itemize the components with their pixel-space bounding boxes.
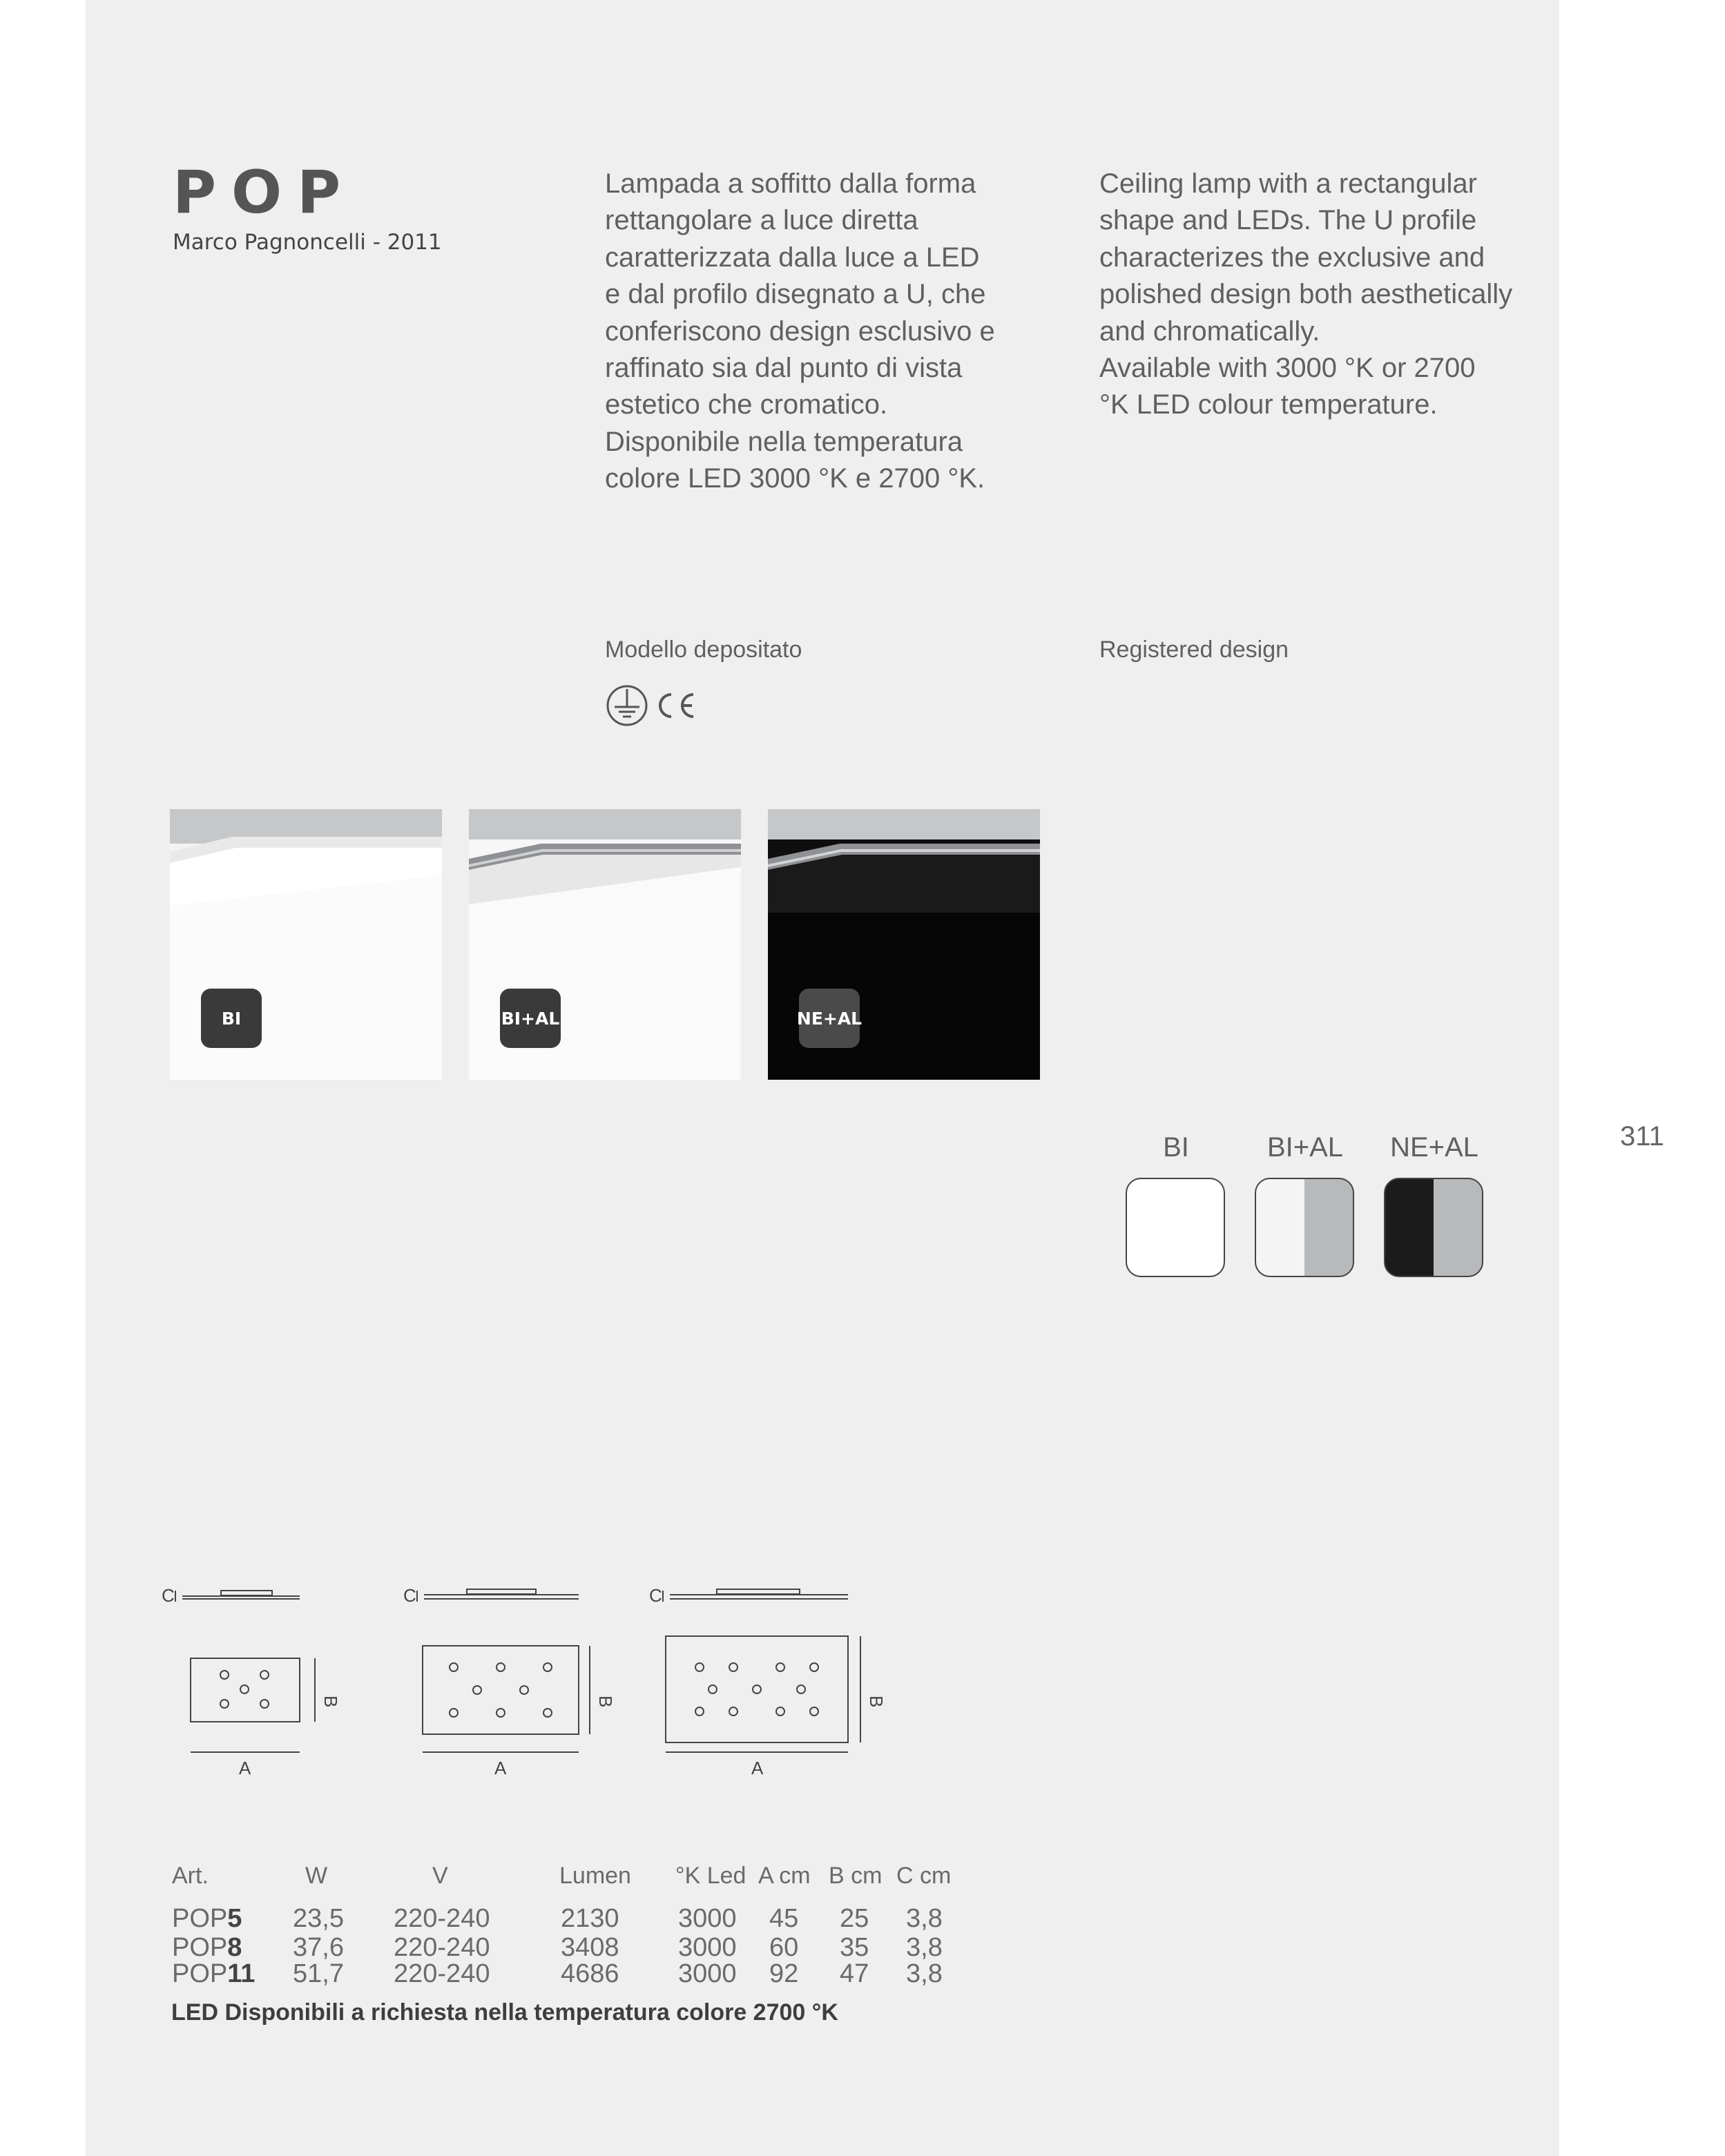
table-header-k-led: °K Led (675, 1863, 746, 1889)
table-header-w: W (305, 1863, 328, 1889)
finish-tag-bi: BI (201, 989, 262, 1048)
table-header-lumen: Lumen (559, 1863, 631, 1889)
swatch-ne-al (1384, 1178, 1483, 1277)
table-cell-article (172, 1934, 242, 1961)
registered-label-italian: Modello depositato (605, 637, 802, 663)
table-cell-article (172, 1905, 242, 1932)
finish-tag-bi-al: BI+AL (500, 989, 561, 1048)
drawing-pop11 (663, 1589, 860, 1752)
finish-tag-ne-al: NE+AL (799, 989, 860, 1048)
drawing-pop8 (417, 1589, 590, 1752)
table-cell-lumen: 3408 (561, 1933, 619, 1962)
dim-b-label-2: B (595, 1696, 616, 1708)
table-cell-c: 3,8 (906, 1904, 943, 1933)
article-number: 11 (227, 1959, 256, 1988)
table-header-c-cm: C cm (896, 1863, 952, 1889)
registered-label-english: Registered design (1099, 637, 1289, 663)
swatch-label-bi: BI (1163, 1132, 1189, 1163)
dim-c-label-1: C (162, 1585, 175, 1606)
page-number: 311 (1620, 1121, 1664, 1152)
dim-b-label-1: B (320, 1696, 341, 1708)
technical-drawings (155, 1577, 900, 1784)
table-cell-w: 23,5 (293, 1904, 344, 1933)
table-cell-a: 45 (769, 1904, 799, 1933)
designer-credit: Marco Pagnoncelli - 2011 (173, 230, 442, 255)
product-title: POP (173, 158, 356, 227)
article-prefix: POP (172, 1959, 228, 1988)
dim-a-label-2: A (494, 1758, 507, 1778)
description-italian: Lampada a soffitto dalla forma rettangolare a luce diretta caratterizzata dalla luce a LED e dal profilo disegnato a U, che conferiscono design esclusivo e raffinato sia dal punto di vista estetico che cromatico. Disponibile nella temperatura colore LED 3000 °K e 2700 °K. (605, 168, 995, 494)
table-cell-c: 3,8 (906, 1933, 943, 1962)
finish-photo-bi (170, 809, 442, 1080)
dim-b-label-3: B (866, 1696, 887, 1708)
description-english: Ceiling lamp with a rectangular shape and LEDs. The U profile characterizes the exclusive and polished design both aesthetically and chromatically. Available with 3000 °K or 2700 °K LED colour temperature. (1099, 168, 1513, 420)
table-cell-article (172, 1961, 255, 1987)
table-cell-lumen: 4686 (561, 1959, 619, 1988)
ground-symbol-icon (608, 686, 646, 725)
drawing-pop5 (175, 1591, 315, 1752)
swatch-bi-al (1255, 1178, 1354, 1277)
table-cell-k: 3000 (678, 1904, 737, 1933)
table-cell-v: 220-240 (394, 1904, 490, 1933)
dim-c-label-2: C (403, 1585, 416, 1606)
ce-mark-icon (660, 695, 693, 717)
finish-photo-ne-al (768, 809, 1040, 1080)
swatch-label-bi-al: BI+AL (1266, 1132, 1344, 1163)
table-cell-a: 60 (769, 1933, 799, 1962)
table-cell-c: 3,8 (906, 1959, 943, 1988)
table-cell-k: 3000 (678, 1933, 737, 1962)
table-header-v: V (432, 1863, 448, 1889)
dim-c-label-3: C (649, 1585, 662, 1606)
swatch-label-ne-al: NE+AL (1390, 1132, 1478, 1163)
table-cell-b: 25 (840, 1904, 869, 1933)
article-prefix: POP (172, 1904, 228, 1933)
table-cell-v: 220-240 (394, 1959, 490, 1988)
finish-photo-bi-al (469, 809, 741, 1080)
table-header-a-cm: A cm (758, 1863, 811, 1889)
certification-marks (605, 683, 702, 728)
table-cell-b: 47 (840, 1959, 869, 1988)
dim-a-label-3: A (751, 1758, 764, 1778)
swatch-bi (1126, 1178, 1225, 1277)
table-cell-a: 92 (769, 1959, 799, 1988)
table-cell-w: 51,7 (293, 1959, 344, 1988)
dim-a-label-1: A (239, 1758, 251, 1778)
table-cell-v: 220-240 (394, 1933, 490, 1962)
article-prefix: POP (172, 1933, 228, 1962)
table-cell-lumen: 2130 (561, 1904, 619, 1933)
table-cell-b: 35 (840, 1933, 869, 1962)
table-note: LED Disponibili a richiesta nella temperatura colore 2700 °K (171, 1999, 838, 2026)
article-number: 5 (227, 1904, 242, 1933)
article-number: 8 (227, 1933, 242, 1962)
table-header-art: Art. (172, 1863, 209, 1889)
table-cell-k: 3000 (678, 1959, 737, 1988)
table-header-b-cm: B cm (829, 1863, 883, 1889)
table-cell-w: 37,6 (293, 1933, 344, 1962)
